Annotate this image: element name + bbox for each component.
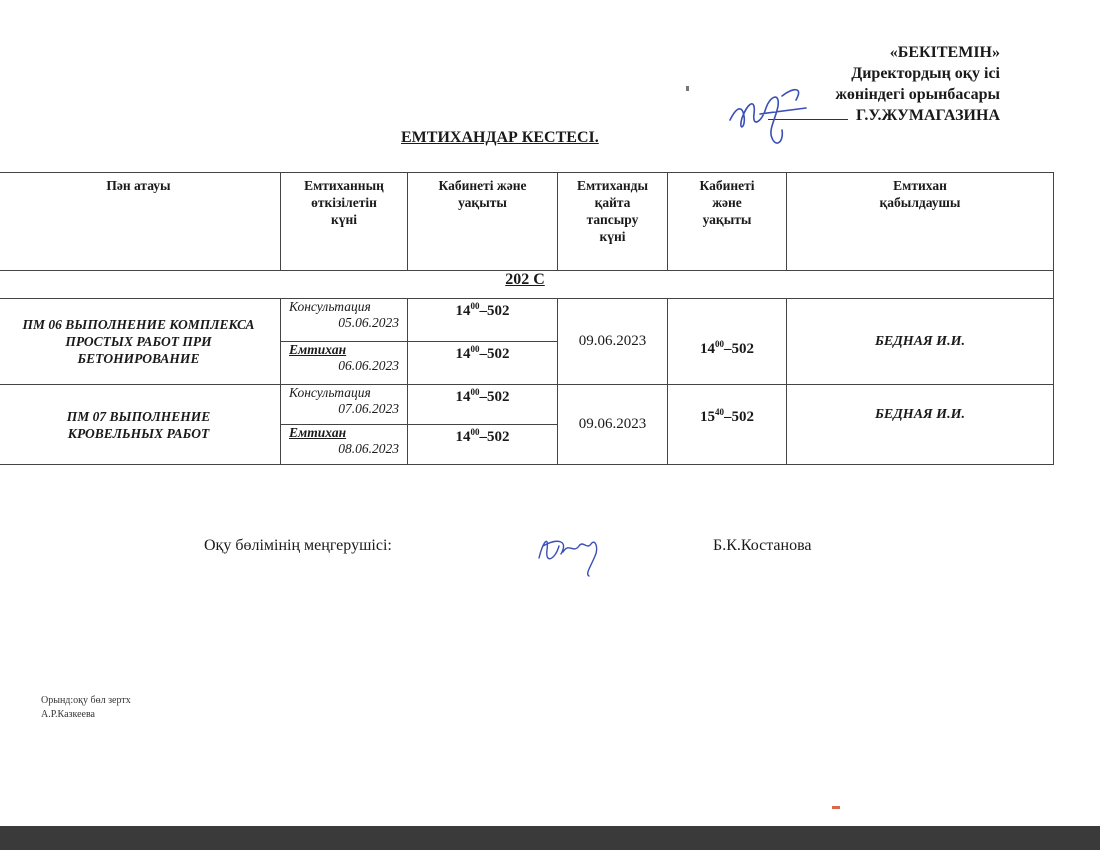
approver-name: Г.У.ЖУМАГАЗИНА [856,107,1000,124]
exam-schedule-table [0,172,1054,465]
header-row [0,173,1054,271]
table-row [0,385,1054,425]
exam-time-room: $14^{00}-502$ [408,342,558,385]
subject-name: ПМ 07 ВЫПОЛНЕНИЕ КРОВЕЛЬНЫХ РАБОТ [0,385,281,465]
exam-date: 08.06.2023 [338,441,399,456]
header-retake-room-time: Кабинеті және уақыты [668,173,787,271]
consultation-label: Консультация [289,385,371,400]
consultation-label: Консультация [289,299,371,314]
consultation-cell [281,385,408,425]
scan-edge-bar [0,826,1100,850]
approval-position-line2: жөніндегі орынбасары [835,86,1000,103]
approval-title: «БЕКІТЕМІН» [889,44,1000,61]
consultation-time-room: $14^{00}-502$ [408,299,558,342]
retake-time-room: $14^{00}-502$ [668,299,787,385]
scan-speck [832,806,840,809]
group-label: 202 С [0,271,1054,299]
retake-date: 09.06.2023 [558,385,668,465]
consultation-cell [281,299,408,342]
consultation-time-room: $14^{00}-502$ [408,385,558,425]
examiner-name: БЕДНАЯ И.И. [787,385,1054,465]
retake-date: 09.06.2023 [558,299,668,385]
consultation-date: 05.06.2023 [338,315,399,330]
exam-label: Емтихан [289,425,347,440]
header-retake-day: Емтиханды қайта тапсыру күні [558,173,668,271]
approver-signature [722,78,822,158]
header-subject: Пән атауы [0,173,281,271]
consultation-date: 07.06.2023 [338,401,399,416]
exam-time-room: $14^{00}-502$ [408,425,558,465]
scan-speck [686,86,689,91]
head-signature [533,520,613,580]
exam-date: 06.06.2023 [338,358,399,373]
approval-position-line1: Директордың оқу ісі [851,65,1000,82]
retake-time-room: $15^{40}-502$ [668,385,787,465]
footer-line-2: А.Р.Казкеева [41,709,95,720]
header-exam-day: Емтиханның өткізілетін күні [281,173,408,271]
signoff-role: Оқу бөлімінің меңгерушісі: [204,537,392,554]
table-row [0,299,1054,342]
signoff-name: Б.К.Костанова [713,537,812,554]
header-room-time: Кабинеті және уақыты [408,173,558,271]
exam-cell [281,342,408,385]
header-examiner: Емтихан қабылдаушы [787,173,1054,271]
exam-cell [281,425,408,465]
footer-line-1: Орынд:оқу бөл зертх [41,695,131,706]
group-row [0,271,1054,299]
footer-note [41,694,131,722]
subject-name: ПМ 06 ВЫПОЛНЕНИЕ КОМПЛЕКСА ПРОСТЫХ РАБОТ ПРИ БЕТОНИРОВАНИЕ [0,299,281,385]
exam-label: Емтихан [289,342,347,357]
schedule-title: ЕМТИХАНДАР КЕСТЕСІ. [401,129,599,146]
examiner-name: БЕДНАЯ И.И. [787,299,1054,385]
